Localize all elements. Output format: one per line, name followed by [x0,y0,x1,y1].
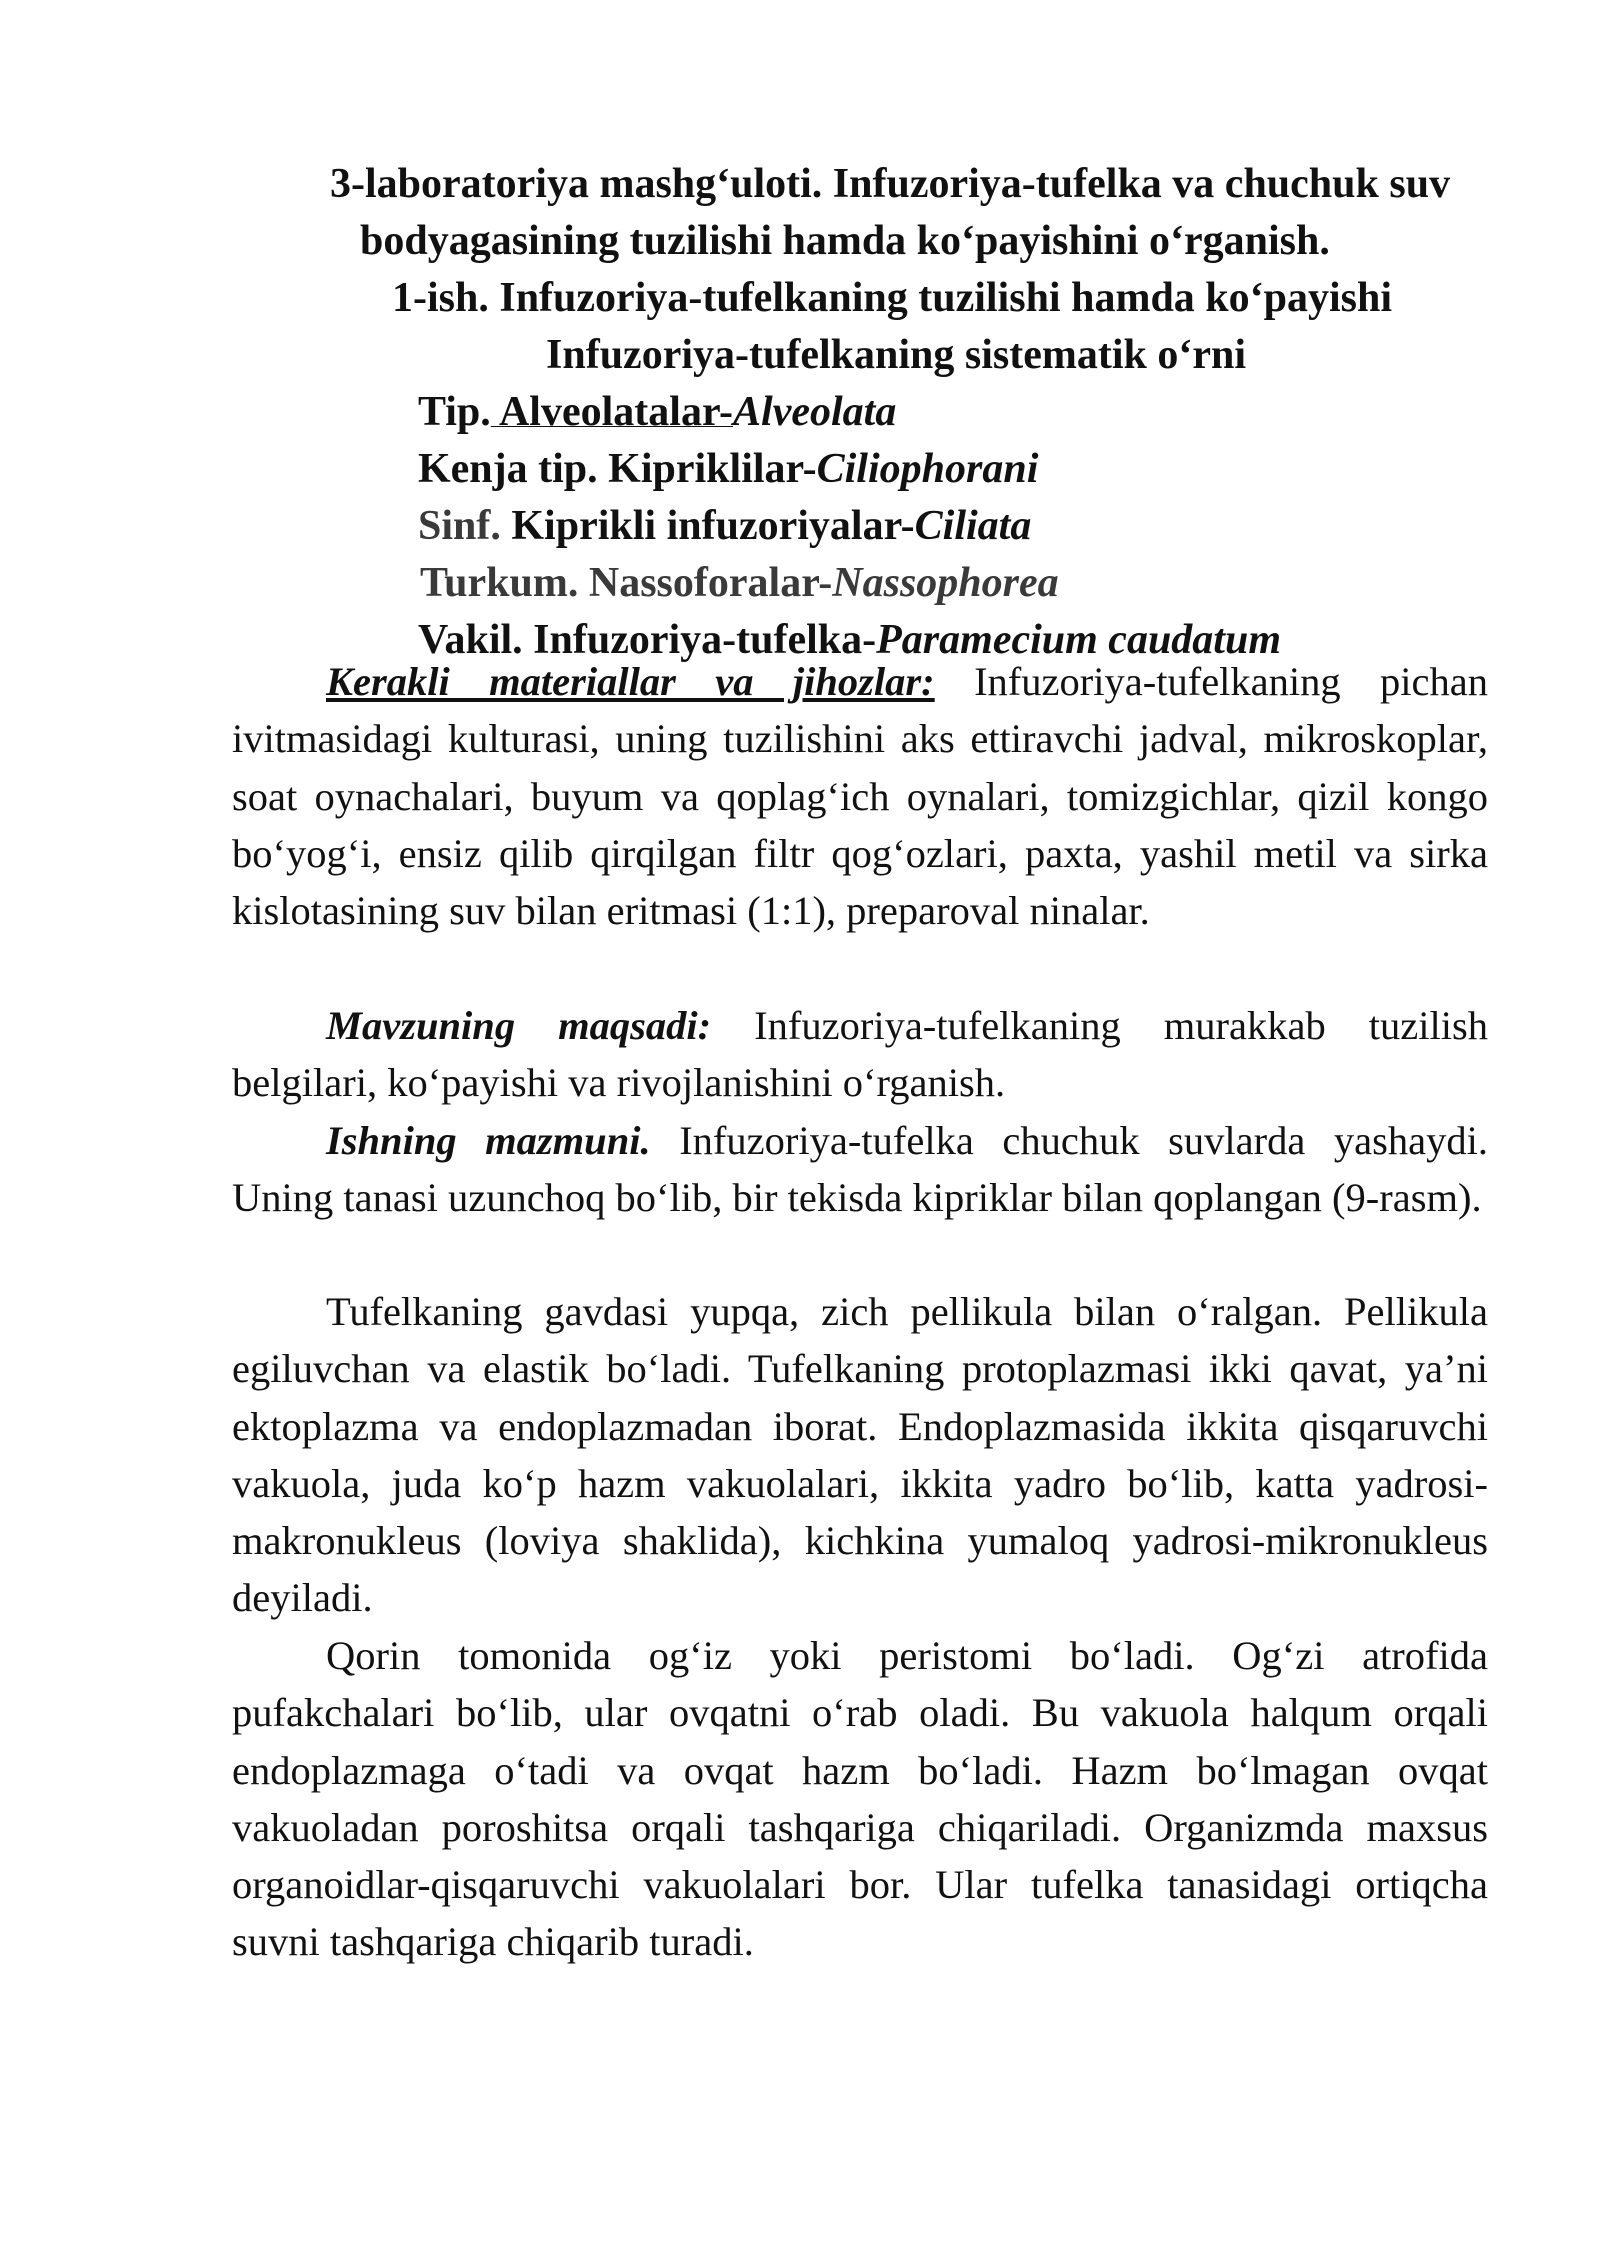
taxonomy-name: Kipriklilar- [597,446,817,492]
taxonomy-latin: Alveolata [733,389,897,435]
taxonomy-latin: Ciliophorani [816,446,1039,492]
taxonomy-latin: Ciliata [914,503,1032,549]
taxonomy-order [420,555,1059,612]
goal-text: Infuzoriya-tufelkaning murakkab tuzilish belgilari, ko‘payishi va rivojlanishini o‘rganish. [232,1003,1488,1106]
structure-text: Tufelkaning gavdasi yupqa, zich pellikula bilan o‘ralgan. Pellikula egiluvchan va elastik bo‘ladi. Tufelkaning protoplazmasi ikki qavat, ya’ni ektoplazma va endoplazmadan iborat. Endoplazmasida ikkita qisqaruvchi vakuola, juda ko‘p hazm vakuolalari, ikkita yadro bo‘lib, katta yadrosi-makronukleus (loviya shaklida), kichkina yumaloq yadrosi-mikronukleus deyiladi. [232,1289,1488,1621]
taxonomy-subphylum [418,441,1038,498]
taxonomy-name: Infuzoriya-tufelka- [522,617,877,663]
taxonomy-rank: Vakil. [418,617,523,663]
taxonomy-name: Alveolatalar- [490,389,734,435]
title-line-1: 3-laboratoriya mashg‘uloti. Infuzoriya-tufelka va chuchuk suv [330,161,1451,207]
taxonomy-name: Nassoforalar- [578,560,833,606]
taxonomy-rank: Sinf. [418,503,501,549]
paragraph-goal [232,997,1488,1112]
taxonomy-rank: Tip. [418,389,491,435]
taxonomy-rank: Kenja tip. [418,446,598,492]
taxonomy-class [418,498,1031,555]
taxonomy-name: Kiprikli infuzoriyalar- [500,503,915,549]
paragraph-materials [232,653,1488,939]
taxonomy-latin: Nassophorea [832,560,1059,606]
materials-label: Kerakli materiallar va jihozlar: [326,659,935,704]
content-label: Ishning mazmuni. [326,1118,651,1163]
taxonomy-rank: Turkum. [420,560,579,606]
paragraph-content [232,1112,1488,1227]
content-text: Infuzoriya-tufelka chuchuk suvlarda yashaydi. Uning tanasi uzunchoq bo‘lib, bir tekisda kipriklar bilan qoplangan (9-rasm). [232,1118,1488,1221]
title-line-2: bodyagasining tuzilishi hamda ko‘payishini o‘rganish. [360,218,1330,264]
materials-text: Infuzoriya-tufelkaning pichan ivitmasidagi kulturasi, uning tuzilishini aks ettiravchi jadval, mikroskoplar, soat oynachalari, buyum va qoplag‘ich oynalari, tomizgichlar, qizil kongo bo‘yog‘i, ensiz qilib qirqilgan filtr qog‘ozlari, paxta, yashil metil va sirka kislotasining suv bilan eritmasi (1:1), preparoval ninalar. [232,659,1489,934]
taxonomy-latin: Paramecium caudatum [876,617,1282,663]
title-line-3: 1-ish. Infuzoriya-tufelkaning tuzilishi hamda ko‘payishi [392,275,1393,321]
digestion-text: Qorin tomonida og‘iz yoki peristomi bo‘ladi. Og‘zi atrofida pufakchalari bo‘lib, ular ovqatni o‘rab oladi. Bu vakuola halqum orqali endoplazmaga o‘tadi va ovqat hazm bo‘ladi. Hazm bo‘lmagan ovqat vakuoladan poroshitsa orqali tashqariga chiqariladi. Organizmda maxsus organoidlar-qisqaruvchi vakuolalari bor. Ular tufelka tanasidagi ortiqcha suvni tashqariga chiqarib turadi. [232,1633,1488,1965]
paragraph-digestion [232,1627,1488,1971]
goal-label: Mavzuning maqsadi: [326,1003,712,1048]
paragraph-structure [232,1283,1488,1627]
taxonomy-phylum [418,384,896,441]
subtitle-systematics: Infuzoriya-tufelkaning sistematik o‘rni [546,332,1247,378]
